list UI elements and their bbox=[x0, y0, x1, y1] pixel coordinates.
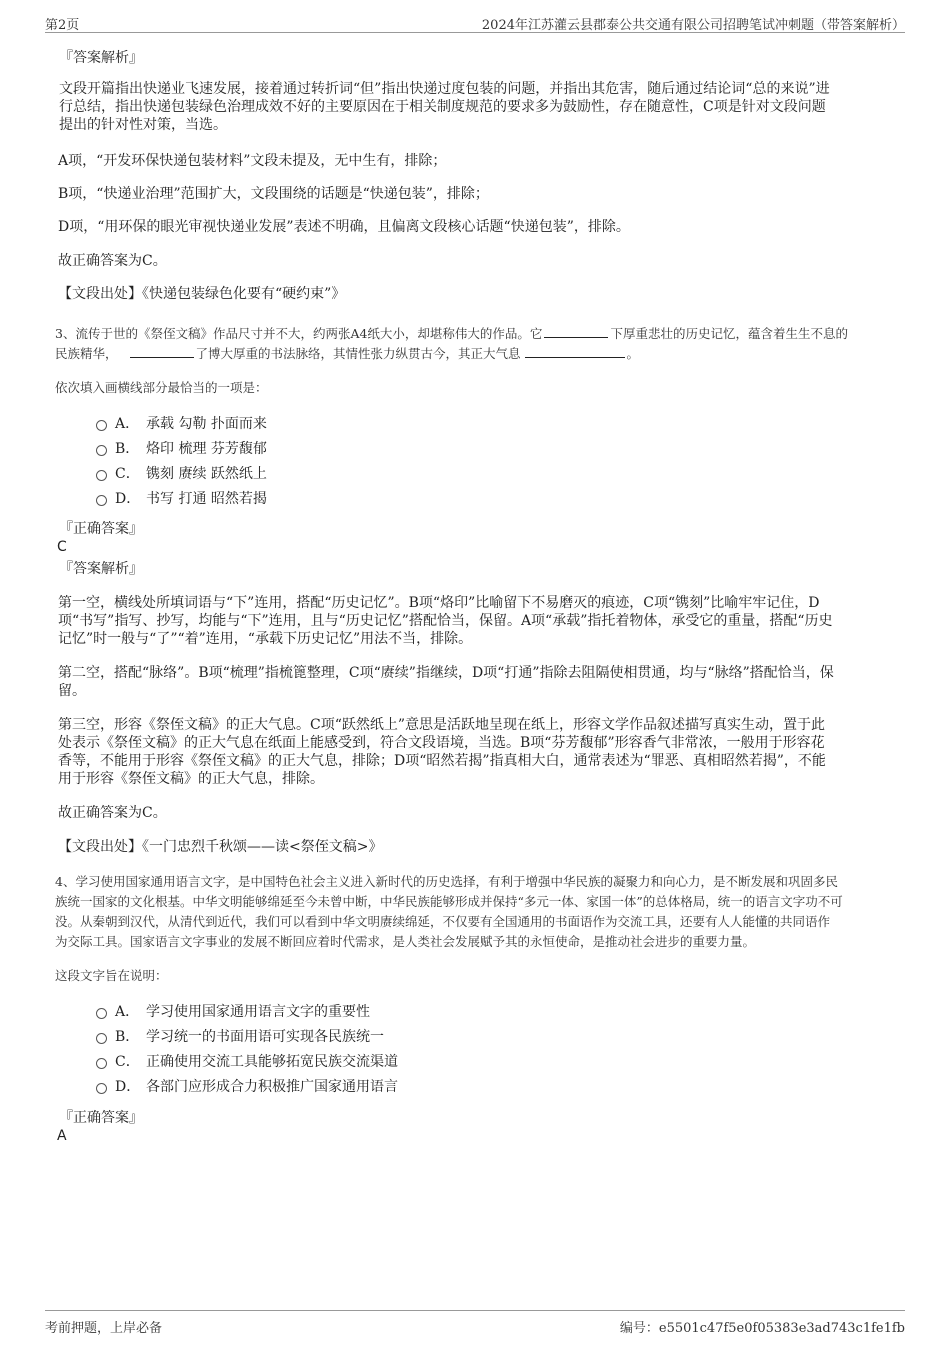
q2-source: 【文段出处】《快递包装绿色化要有“硬约束”》 bbox=[58, 286, 346, 302]
q3-analysis-label: 『答案解析』 bbox=[59, 561, 143, 577]
option-text: 烙印 梳理 芬芳馥郁 bbox=[146, 441, 267, 457]
text-line: 文段开篇指出快递业飞速发展，接着通过转折词“但”指出快递过度包装的问题，并指出其危害，随后通过结论词“总的来说”进 bbox=[59, 81, 830, 97]
text-line: 记忆”时一般与“了”“着”连用，“承载下历史记忆”用法不当，排除。 bbox=[58, 631, 473, 647]
q3-option-d[interactable] bbox=[55, 487, 655, 512]
page-footer bbox=[45, 1310, 905, 1341]
q2-option-b-analysis: B项，“快递业治理”范围扩大，文段围绕的话题是“快递包装”，排除； bbox=[58, 186, 489, 202]
q3-answer-label: 『正确答案』 bbox=[59, 521, 143, 537]
document-title: 2024年江苏灌云县郡泰公共交通有限公司招聘笔试冲刺题（带答案解析） bbox=[481, 18, 905, 33]
q4-option-a[interactable] bbox=[55, 1000, 655, 1025]
q3-option-c[interactable] bbox=[55, 462, 655, 487]
option-letter: A． bbox=[115, 1004, 140, 1020]
text-line bbox=[55, 324, 900, 344]
text-line: 行总结，指出快递包装绿色治理成效不好的主要原因在于相关制度规范的要求多为鼓励性，存在随意性，C项是针对文段问题 bbox=[59, 99, 826, 115]
text-line: 族统一国家的文化根基。中华文明能够绵延至今未曾中断，中华民族能够形成并保持“多元一体、家国一体”的总体格局，统一的语言文字功不可 bbox=[55, 894, 843, 909]
radio-icon[interactable] bbox=[96, 1058, 107, 1069]
radio-icon[interactable] bbox=[96, 1008, 107, 1019]
q4-option-d[interactable] bbox=[55, 1075, 655, 1100]
stem-text: 了博大厚重的书法脉络，其情性张力纵贯古今，其正大气息 bbox=[195, 346, 521, 361]
q4-stem bbox=[55, 872, 900, 952]
text-line: 第一空，横线处所填词语与“下”连用，搭配“历史记忆”。B项“烙印”比喻留下不易磨灭的痕迹，C项“镌刻”比喻牢牢记住，D bbox=[58, 595, 820, 611]
option-letter: B． bbox=[115, 441, 140, 457]
q3-option-a[interactable] bbox=[55, 412, 655, 437]
q3-conclusion: 故正确答案为C。 bbox=[58, 805, 167, 821]
option-text: 学习统一的书面用语可实现各民族统一 bbox=[146, 1029, 384, 1045]
fill-blank-1 bbox=[544, 325, 608, 338]
option-letter: D． bbox=[115, 1079, 141, 1095]
text-line: 用于形容《祭侄文稿》的正大气息，排除。 bbox=[58, 771, 324, 787]
text-line: 处表示《祭侄文稿》的正大气息在纸面上能感受到，符合文段语境，当选。B项“芬芳馥郁”形容香气非常浓，一般用于形容花 bbox=[58, 735, 825, 751]
q2-analysis-label: 『答案解析』 bbox=[59, 50, 143, 66]
page-number: 第2页 bbox=[45, 18, 80, 33]
radio-icon[interactable] bbox=[96, 470, 107, 481]
q3-options bbox=[55, 412, 655, 512]
option-text: 各部门应形成合力积极推广国家通用语言 bbox=[146, 1079, 398, 1095]
text-line: 留。 bbox=[58, 683, 86, 699]
stem-text: 下厚重悲壮的历史记忆，蕴含着生生不息的 bbox=[610, 326, 848, 341]
q3-stem bbox=[55, 324, 900, 364]
q4-option-b[interactable] bbox=[55, 1025, 655, 1050]
text-line: 4、学习使用国家通用语言文字，是中国特色社会主义进入新时代的历史选择，有利于增强中华民族的凝聚力和向心力，是不断发展和巩固多民 bbox=[55, 874, 838, 889]
text-line: 为交际工具。国家语言文字事业的发展不断回应着时代需求，是人类社会发展赋予其的永恒使命，是推动社会进步的重要力量。 bbox=[55, 934, 756, 949]
option-text: 书写 打通 昭然若揭 bbox=[146, 491, 267, 507]
text-line: 没。从秦朝到汉代，从清代到近代，我们可以看到中华文明赓续绵延，不仅要有全国通用的书面语作为交流工具，还要有人人能懂的共同语作 bbox=[55, 914, 831, 929]
stem-text: 3、流传于世的《祭侄文稿》作品尺寸并不大，约两张A4纸大小，却堪称伟大的作品。它 bbox=[55, 326, 543, 341]
q3-option-b[interactable] bbox=[55, 437, 655, 462]
stem-text: 民族精华， bbox=[55, 346, 118, 361]
q3-analysis-para-1 bbox=[58, 594, 898, 648]
text-line: 项“书写”指写、抄写，均能与“下”连用，且与“历史记忆”搭配恰当，保留。A项“承载”指托着物体，承受它的重量，搭配“历史 bbox=[58, 613, 833, 629]
text-line: 提出的针对性对策，当选。 bbox=[59, 117, 227, 133]
text-line: 香等，不能用于形容《祭侄文稿》的正大气息，排除；D项“昭然若揭”指真相大白，通常表述为“罪恶、真相昭然若揭”，不能 bbox=[58, 753, 826, 769]
q3-prompt: 依次填入画横线部分最恰当的一项是： bbox=[55, 380, 268, 395]
q2-conclusion: 故正确答案为C。 bbox=[58, 253, 167, 269]
stem-text: 。 bbox=[626, 346, 640, 361]
q3-analysis-para-2 bbox=[58, 664, 898, 700]
q4-options bbox=[55, 1000, 655, 1100]
option-text: 镌刻 赓续 跃然纸上 bbox=[146, 466, 267, 482]
radio-icon[interactable] bbox=[96, 1083, 107, 1094]
fill-blank-2 bbox=[130, 345, 194, 358]
q4-answer-label: 『正确答案』 bbox=[59, 1110, 143, 1126]
radio-icon[interactable] bbox=[96, 1033, 107, 1044]
option-letter: C． bbox=[115, 466, 140, 482]
q2-analysis-paragraph bbox=[59, 80, 899, 134]
option-letter: B． bbox=[115, 1029, 140, 1045]
q4-answer: A bbox=[57, 1128, 67, 1144]
q4-prompt: 这段文字旨在说明： bbox=[55, 968, 168, 983]
q3-source: 【文段出处】《一门忠烈千秋颂——读<祭侄文稿>》 bbox=[58, 839, 383, 855]
q3-analysis-para-3 bbox=[58, 716, 898, 788]
option-letter: D． bbox=[115, 491, 141, 507]
radio-icon[interactable] bbox=[96, 445, 107, 456]
option-text: 学习使用国家通用语言文字的重要性 bbox=[146, 1004, 370, 1020]
q3-answer: C bbox=[57, 539, 67, 555]
document-code: 编号：e5501c47f5e0f05383e3ad743c1fe1fb bbox=[619, 1321, 905, 1336]
option-letter: C． bbox=[115, 1054, 140, 1070]
q2-option-a-analysis: A项，“开发环保快递包装材料”文段未提及，无中生有，排除； bbox=[58, 153, 447, 169]
fill-blank-3 bbox=[525, 345, 625, 358]
option-text: 正确使用交流工具能够拓宽民族交流渠道 bbox=[146, 1054, 398, 1070]
text-line: 第三空，形容《祭侄文稿》的正大气息。C项“跃然纸上”意思是活跃地呈现在纸上，形容文学作品叙述描写真实生动，置于此 bbox=[58, 717, 826, 733]
text-line bbox=[55, 344, 900, 364]
radio-icon[interactable] bbox=[96, 495, 107, 506]
q2-option-d-analysis: D项，“用环保的眼光审视快递业发展”表述不明确，且偏离文段核心话题“快递包装”，排除。 bbox=[58, 219, 630, 235]
page-header bbox=[45, 10, 905, 33]
footer-slogan: 考前押题，上岸必备 bbox=[45, 1321, 163, 1336]
q4-option-c[interactable] bbox=[55, 1050, 655, 1075]
option-text: 承载 勾勒 扑面而来 bbox=[146, 416, 267, 432]
option-letter: A． bbox=[115, 416, 140, 432]
radio-icon[interactable] bbox=[96, 420, 107, 431]
text-line: 第二空，搭配“脉络”。B项“梳理”指梳篦整理，C项“赓续”指继续，D项“打通”指除去阻隔使相贯通，均与“脉络”搭配恰当，保 bbox=[58, 665, 834, 681]
